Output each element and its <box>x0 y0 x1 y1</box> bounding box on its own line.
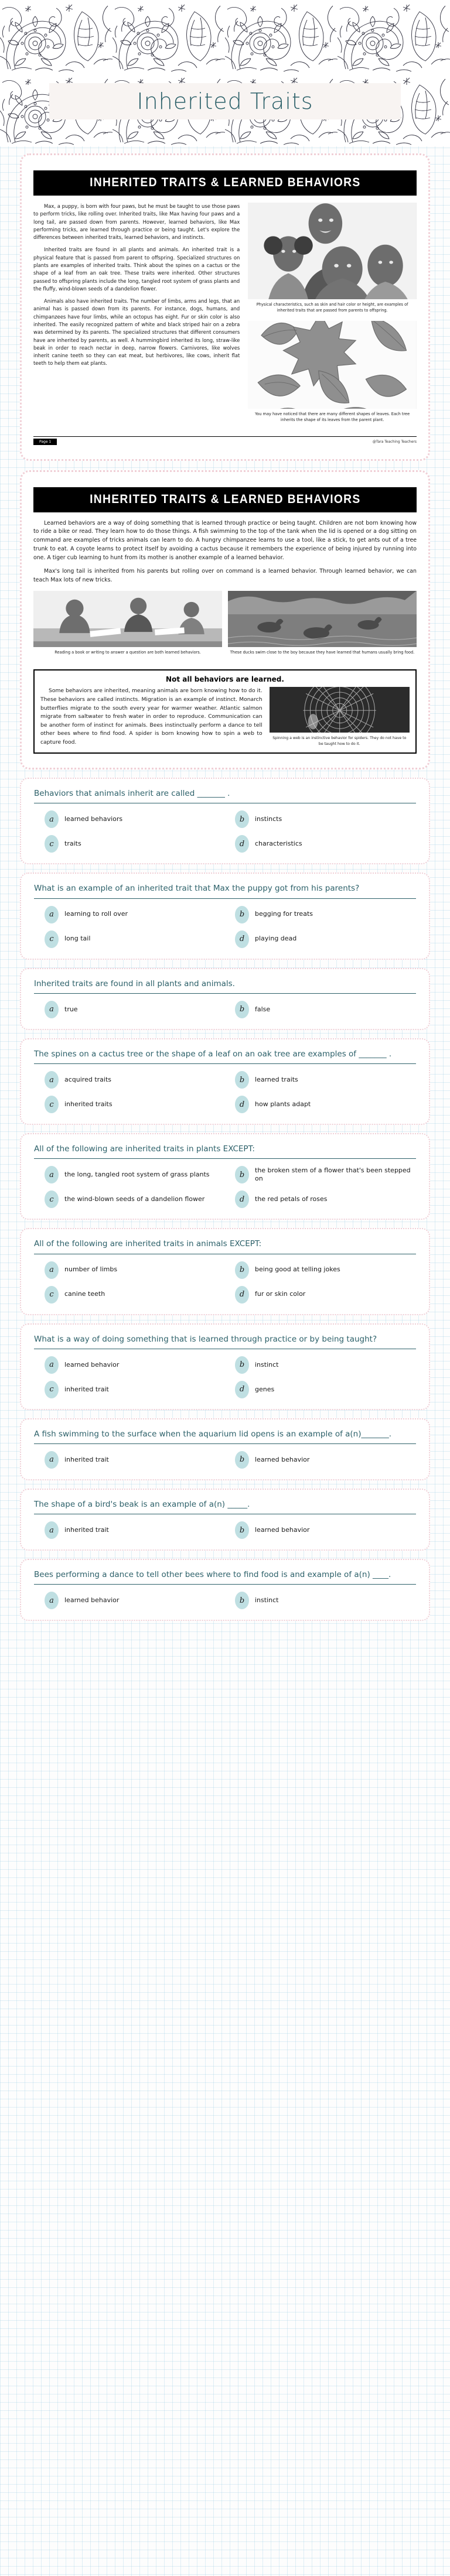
family-photo <box>248 203 417 299</box>
decorative-header <box>0 0 450 146</box>
option-b[interactable] <box>235 1356 416 1374</box>
question-text: What is an example of an inherited trait that Max the puppy got from his parents? <box>34 883 416 898</box>
ducks-pond-photo <box>228 591 417 647</box>
option-label-b: learned behavior <box>255 1526 310 1534</box>
options-grid <box>34 1261 416 1304</box>
question-block <box>20 1559 430 1621</box>
option-b[interactable] <box>235 1071 416 1089</box>
option-label-b: begging for treats <box>255 910 313 918</box>
option-label-b: false <box>255 1005 271 1013</box>
option-bubble-b[interactable]: b <box>235 1356 249 1374</box>
option-label-b: instincts <box>255 815 282 823</box>
option-bubble-a[interactable]: a <box>45 1071 59 1089</box>
option-label-a: number of limbs <box>64 1265 118 1274</box>
option-a[interactable] <box>45 906 226 923</box>
option-label-c: the wind-blown seeds of a dandelion flower <box>64 1195 205 1203</box>
option-b[interactable] <box>235 1521 416 1539</box>
option-a[interactable] <box>45 1261 226 1279</box>
option-b[interactable] <box>235 1166 416 1183</box>
option-bubble-a[interactable]: a <box>45 1451 59 1469</box>
option-label-b: being good at telling jokes <box>255 1265 340 1274</box>
option-label-d: playing dead <box>255 935 297 943</box>
question-block <box>20 1323 430 1410</box>
question-text: All of the following are inherited traits in plants EXCEPT: <box>34 1144 416 1159</box>
students-reading-photo <box>33 591 222 647</box>
option-label-d: fur or skin color <box>255 1290 306 1298</box>
sheet-banner-text-1: INHERITED TRAITS & LEARNED BEHAVIORS <box>89 176 361 189</box>
page2-paragraph-2: Max's long tail is inherited from his parents but rolling over on command is a learned behavior. Through learned behavior, we can teach Max lots of new tricks. <box>33 567 417 583</box>
question-block <box>20 1038 430 1125</box>
option-bubble-b[interactable]: b <box>235 1166 249 1183</box>
option-c[interactable] <box>45 1286 226 1304</box>
option-bubble-b[interactable]: b <box>235 1451 249 1469</box>
option-a[interactable] <box>45 1001 226 1018</box>
page-number-1: Page 1 <box>33 439 57 445</box>
option-label-c: traits <box>64 840 81 848</box>
sheet-page-2 <box>33 485 417 754</box>
option-label-b: learned behavior <box>255 1455 310 1463</box>
option-bubble-d[interactable]: d <box>235 1381 249 1398</box>
option-b[interactable] <box>235 1451 416 1469</box>
spider-web-photo <box>270 687 410 733</box>
option-c[interactable] <box>45 835 226 853</box>
option-a[interactable] <box>45 1071 226 1089</box>
option-label-d: how plants adapt <box>255 1100 311 1108</box>
option-bubble-a[interactable]: a <box>45 810 59 828</box>
leaves-photo <box>248 321 417 409</box>
options-grid <box>34 1592 416 1609</box>
question-text: Bees performing a dance to tell other bees where to find food is and example of a(n) ____. <box>34 1569 416 1585</box>
sheet-media-column-1 <box>248 203 417 430</box>
option-bubble-b[interactable]: b <box>235 1071 249 1089</box>
option-label-a: true <box>64 1005 78 1013</box>
option-label-b: the broken stem of a flower that's been stepped on <box>255 1166 411 1183</box>
option-d[interactable] <box>235 1286 416 1304</box>
option-label-a: acquired traits <box>64 1075 112 1083</box>
page2-paragraph-1: Learned behaviors are a way of doing something that is learned through practice or being taught. Children are not born knowing how to ride a bike or read. They learn how to do those things. A fish swimming to the top of the tank when the lid is opened or a dog sitting on command are examples of tricks animals can learn to do. A hungry chimpanzee learns to use a tool, like a stick, to get ants out of a tree trunk to eat. A coyote learns to protect itself by avoiding a cactus because it remembers the experience of being injured by running into one. A tiger cub learning to hunt from its mother is another example of a learned behavior. <box>33 519 417 561</box>
paragraph-3: Animals also have inherited traits. The number of limbs, arms and legs, that an animal has is passed down from its parents. For instance, dogs, humans, and chimpanzees have four limbs, while an octopus has eight. Fur or skin color is also inherited. The easily recognized pattern of white and black striped hair on a zebra was determined by its parents. The specialized structures that different consumers have are inherited by parents, as well. A hummingbird inherited its long, straw-like beak in order to reach nectar in deep, narrow flowers. Carnivores, like wolves inherit canine teeth so they can eat meat, but herbivores, like cows, inherit flat teeth to help them eat plants. <box>33 298 240 367</box>
footer-credit-1: @Tara Teaching Teachers <box>372 439 417 444</box>
options-grid <box>34 1001 416 1018</box>
option-label-b: instinct <box>255 1596 279 1605</box>
option-label-a: inherited trait <box>64 1526 109 1534</box>
question-block <box>20 968 430 1030</box>
option-bubble-b[interactable]: b <box>235 1001 249 1018</box>
option-bubble-c[interactable]: c <box>45 1286 59 1304</box>
option-label-a: learning to roll over <box>64 910 128 918</box>
paragraph-2: Inherited traits are found in all plants and animals. An inherited trait is a physical feature that is passed from parent to offspring. Specialized structures on plants are examples of inherited traits. Think about the spines on a cactus or the shape of a leaf from an oak tree. These traits were inherited. Other structures passed to offspring plants include the long, tangled root system of grass plants and the fluffy, wind-blown seeds of a dandelion flower. <box>33 247 240 292</box>
option-bubble-d[interactable]: d <box>235 835 249 853</box>
option-bubble-c[interactable]: c <box>45 1190 59 1208</box>
option-bubble-a[interactable]: a <box>45 1356 59 1374</box>
option-label-c: canine teeth <box>64 1290 105 1298</box>
page-title: Inherited Traits <box>137 88 313 114</box>
option-bubble-c[interactable]: c <box>45 930 59 948</box>
callout-paragraph: Some behaviors are inherited, meaning animals are born knowing how to do it. These behaviors are called instincts. Migration is an example of instinct. Monarch butterflies migrate to the south every year for warmer weather. Atlantic salmon migrate from saltwater to fresh water in order to reproduce. Communication can be another form of instinct for animals. Bees instinctually perform a dance to tell other bees where to find food. A spider is born knowing how to spin a web to capture food. <box>40 687 262 745</box>
option-bubble-b[interactable]: b <box>235 1592 249 1609</box>
paisley-doodle-icon <box>0 0 450 146</box>
option-a[interactable] <box>45 1166 226 1183</box>
page2-photo-row <box>33 591 417 663</box>
options-grid <box>34 906 416 948</box>
question-text: Inherited traits are found in all plants and animals. <box>34 979 416 994</box>
question-block <box>20 1489 430 1551</box>
question-block <box>20 1228 430 1315</box>
option-b[interactable] <box>235 1261 416 1279</box>
option-c[interactable] <box>45 1190 226 1208</box>
option-d[interactable] <box>235 930 416 948</box>
option-a[interactable] <box>45 1356 226 1374</box>
question-text: What is a way of doing something that is learned through practice or by being taught? <box>34 1334 416 1349</box>
option-label-a: learned behavior <box>64 1360 120 1369</box>
question-block <box>20 1418 430 1480</box>
family-photo-caption: Physical characteristics, such as skin and hair color or height, are examples of inherited traits that are passed from parents to offspring. <box>256 302 408 313</box>
option-bubble-d[interactable]: d <box>235 930 249 948</box>
option-a[interactable] <box>45 1521 226 1539</box>
options-grid <box>34 1521 416 1539</box>
options-grid <box>34 810 416 853</box>
option-bubble-a[interactable]: a <box>45 1166 59 1183</box>
option-bubble-b[interactable]: b <box>235 810 249 828</box>
option-label-c: inherited trait <box>64 1385 109 1393</box>
worksheet-card-page-2 <box>20 470 430 770</box>
option-b[interactable] <box>235 1592 416 1609</box>
option-b[interactable] <box>235 1001 416 1018</box>
sheet-banner-text-2: INHERITED TRAITS & LEARNED BEHAVIORS <box>89 492 361 506</box>
instinct-callout-box <box>33 669 417 754</box>
option-c[interactable] <box>45 1381 226 1398</box>
option-label-c: inherited traits <box>64 1100 112 1108</box>
sheet-page-1 <box>33 168 417 445</box>
option-label-b: instinct <box>255 1360 279 1369</box>
question-block <box>20 873 430 959</box>
option-bubble-a[interactable]: a <box>45 906 59 923</box>
option-label-a: inherited trait <box>64 1455 109 1463</box>
sheet-banner-2 <box>33 487 417 512</box>
option-a[interactable] <box>45 810 226 828</box>
option-bubble-d[interactable]: d <box>235 1190 249 1208</box>
option-b[interactable] <box>235 906 416 923</box>
options-grid <box>34 1451 416 1469</box>
option-label-a: learned behaviors <box>64 815 123 823</box>
callout-body <box>40 687 410 747</box>
option-b[interactable] <box>235 810 416 828</box>
option-bubble-a[interactable]: a <box>45 1521 59 1539</box>
options-grid <box>34 1166 416 1208</box>
question-text: Behaviors that animals inherit are called _______ . <box>34 788 416 803</box>
option-a[interactable] <box>45 1592 226 1609</box>
option-c[interactable] <box>45 930 226 948</box>
quiz-section <box>20 778 430 1621</box>
option-d[interactable] <box>235 1381 416 1398</box>
sheet-columns-1 <box>33 203 417 430</box>
option-label-a: learned behavior <box>64 1596 120 1605</box>
page-title-banner <box>49 83 401 119</box>
page2-photo-cell-right <box>228 591 417 663</box>
option-d[interactable] <box>235 835 416 853</box>
page2-photo-cell-left <box>33 591 222 663</box>
leaves-photo-caption: You may have noticed that there are many different shapes of leaves. Each tree inherits the shape of its leaves from the parent plant. <box>255 411 410 422</box>
option-bubble-b[interactable]: b <box>235 1521 249 1539</box>
question-text: The spines on a cactus tree or the shape of a leaf on an oak tree are examples of _______ . <box>34 1049 416 1064</box>
question-block <box>20 1133 430 1220</box>
options-grid <box>34 1071 416 1113</box>
page-bottom-padding <box>0 1621 450 1631</box>
option-bubble-d[interactable]: d <box>235 1096 249 1113</box>
students-reading-caption: Reading a book or writing to answer a question are both learned behaviors. <box>54 649 201 655</box>
option-bubble-c[interactable]: c <box>45 835 59 853</box>
sheet-banner-1 <box>33 170 417 196</box>
option-bubble-c[interactable]: c <box>45 1381 59 1398</box>
sheet-footer-1 <box>33 436 417 445</box>
option-bubble-b[interactable]: b <box>235 1261 249 1279</box>
option-bubble-b[interactable]: b <box>235 906 249 923</box>
option-bubble-c[interactable]: c <box>45 1096 59 1113</box>
sheet-text-column-1 <box>33 203 240 372</box>
question-text: All of the following are inherited traits in animals EXCEPT: <box>34 1239 416 1254</box>
option-label-d: the red petals of roses <box>255 1195 328 1203</box>
option-bubble-a[interactable]: a <box>45 1592 59 1609</box>
question-text: A fish swimming to the surface when the aquarium lid opens is an example of a(n)_______. <box>34 1429 416 1444</box>
option-label-d: characteristics <box>255 840 302 848</box>
option-c[interactable] <box>45 1096 226 1113</box>
option-bubble-a[interactable]: a <box>45 1261 59 1279</box>
spider-web-caption: Spinning a web is an instinctive behavior for spiders. They do not have to be taught how to do it. <box>272 736 407 746</box>
option-d[interactable] <box>235 1190 416 1208</box>
option-d[interactable] <box>235 1096 416 1113</box>
callout-media-column <box>270 687 410 747</box>
ducks-pond-caption: These ducks swim close to the boy because they have learned that humans usually bring food. <box>230 649 415 655</box>
option-a[interactable] <box>45 1451 226 1469</box>
option-label-b: learned traits <box>255 1075 298 1083</box>
option-bubble-d[interactable]: d <box>235 1286 249 1304</box>
option-bubble-a[interactable]: a <box>45 1001 59 1018</box>
option-label-c: long tail <box>64 935 91 943</box>
worksheet-card-page-1 <box>20 153 430 461</box>
options-grid <box>34 1356 416 1398</box>
option-label-d: genes <box>255 1385 275 1393</box>
question-text: The shape of a bird's beak is an example of a(n) _____. <box>34 1499 416 1514</box>
option-label-a: the long, tangled root system of grass plants <box>64 1171 210 1179</box>
question-block <box>20 778 430 864</box>
callout-text-column <box>40 687 262 747</box>
paragraph-1: Max, a puppy, is born with four paws, but he must be taught to use those paws to perform tricks, like rolling over. Inherited traits, like Max having four paws and a long tail, are passed down from parents. However, learned behaviors, like Max performing tricks, are learned through practice or being taught. Let's explore the differences between inherited traits, learned behaviors, and instincts. <box>33 203 240 241</box>
callout-title: Not all behaviors are learned. <box>166 675 284 684</box>
